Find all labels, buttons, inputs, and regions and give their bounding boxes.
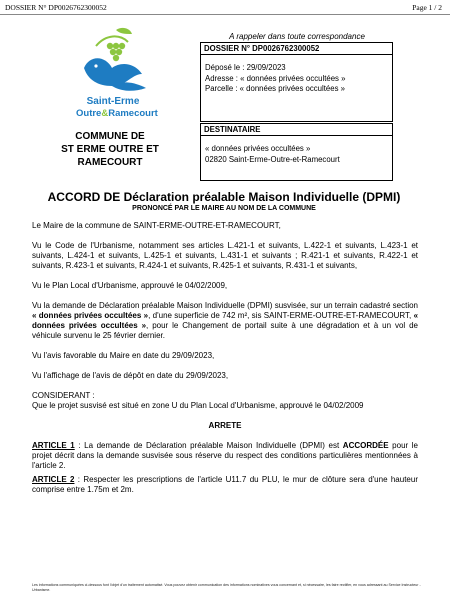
considerant-text: Que le projet susvisé est situé en zone U du Plan Local d'Urbanisme, approuvé le 04/02/2009 [32, 401, 364, 410]
recipient-heading: DESTINATAIRE [201, 124, 392, 136]
plu-paragraph: Vu le Plan Local d'Urbanisme, approuvé le 04/02/2009, [32, 281, 228, 290]
header-dossier-number: DOSSIER N° DP0026762300052 [5, 3, 107, 12]
article-2: ARTICLE 2 : Respecter les prescriptions de l'article U11.7 du PLU, le mur de clôture sera d'une hauteur comprise entre 1.75m et 2m. [32, 475, 418, 494]
posting-paragraph: Vu l'affichage de l'avis de dépôt en date du 29/09/2023, [32, 371, 229, 380]
page-header [0, 0, 450, 15]
dossier-box [200, 42, 393, 122]
header-page-number: Page 1 / 2 [412, 3, 442, 12]
dossier-box-heading: DOSSIER N° DP0026762300052 [201, 43, 392, 55]
request-paragraph: Vu la demande de Déclaration préalable Maison Individuelle (DPMI) susvisée, sur un terrain cadastré section « données privées occultées », d'une superficie de 742 m², sis SAINT-ERME-OUTRE-ET-RAMECOURT, « données privées occultées », pour le Changement de portail suite à une dégradation et à un vol de véhicule survenu le 25 février dernier. [32, 301, 419, 340]
document-subtitle: PRONONCÉ PAR LE MAIRE AU NOM DE LA COMMUNE [132, 205, 316, 212]
mayor-opinion-paragraph: Vu l'avis favorable du Maire en date du 29/09/2023, [32, 351, 215, 360]
considerant-label: CONSIDERANT : [32, 391, 95, 400]
code-urbanisme-paragraph: Vu le Code de l'Urbanisme, notamment ses articles L.421-1 et suivants, L.422-1 et suivants, L.423-1 et suivants, L.424-1 et suivants, L.425-1 et suivants, L.431-1 et suivants ; R.421-1 et suivants, R.422-1 et suivants, R.423-1 et suivants, R.424-1 et suivants, R.425-1 et suivants, R.431-1 et suivants, [32, 241, 418, 270]
privacy-footer: Les informations communiquées ci-dessous font l'objet d'un traitement automatisé. Vous pouvez obtenir communication des informations nominatives vous concernant et, si nécessaire, les faire rectifier, en vous adressant au Service Instructeur - Urbanisme. [32, 583, 421, 592]
recipient-city: 02820 Saint-Erme-Outre-et-Ramecourt [205, 154, 340, 164]
commune-logo [76, 24, 158, 124]
logo-line-2: Outre&Ramecourt [76, 108, 158, 119]
correspondence-note: A rappeler dans toute correspondance [229, 32, 365, 41]
commune-name: COMMUNE DE ST ERME OUTRE ET RAMECOURT [61, 131, 159, 168]
recipient-box [200, 123, 393, 181]
article-1: ARTICLE 1 : La demande de Déclaration préalable Maison Individuelle (DPMI) est ACCORDÉE pour le projet décrit dans la demande susvisée sous réserve du respect des conditions particulières mentionnées à l'article 2. [32, 441, 418, 470]
document-body [32, 221, 418, 495]
document-title: ACCORD DE Déclaration préalable Maison Individuelle (DPMI) [47, 190, 401, 204]
recipient-name: « données privées occultées » [205, 144, 311, 153]
bird-grapes-icon [76, 24, 150, 96]
logo-line-1: Saint-Erme [86, 96, 140, 107]
mayor-line: Le Maire de la commune de SAINT-ERME-OUTRE-ET-RAMECOURT, [32, 221, 281, 230]
parcel-line: Parcelle : « données privées occultées » [205, 84, 345, 93]
arrete-heading: ARRETE [208, 421, 242, 430]
deposit-date: Déposé le : 29/09/2023 [205, 63, 286, 72]
address-line: Adresse : « données privées occultées » [205, 73, 346, 83]
